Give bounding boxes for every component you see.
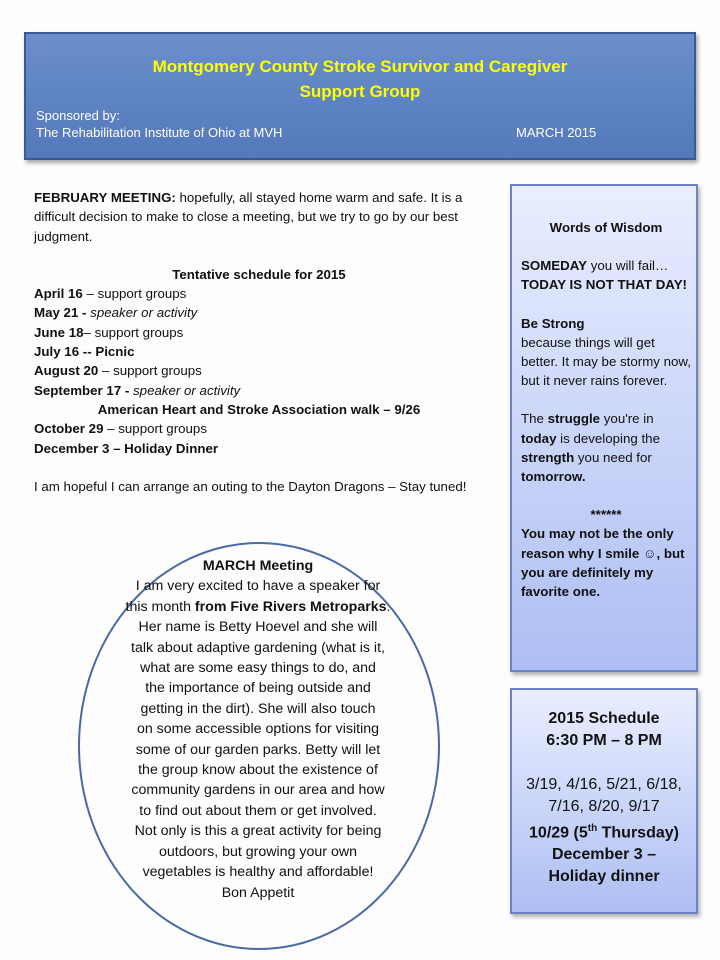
- schedule-box-content: [512, 708, 696, 888]
- be-strong-text: because things will get better. It may be stormy now, but it never rains forever.: [521, 334, 691, 389]
- schedule-item-date: September 17 -: [34, 382, 134, 398]
- schedule-item-sep: –: [103, 421, 119, 437]
- be-strong-quote: [521, 314, 691, 391]
- schedule-item: [34, 342, 484, 361]
- schedule-2015-box: [510, 688, 698, 914]
- wisdom-content: [521, 218, 691, 601]
- newsletter-header: [24, 32, 696, 160]
- february-meeting-label: FEBRUARY MEETING:: [34, 190, 176, 205]
- march-line: I am very excited to have a speaker for: [135, 578, 381, 595]
- tomorrow-bold: tomorrow.: [521, 469, 586, 485]
- march-line: getting in the dirt). She will also touch: [140, 700, 376, 717]
- struggle-bold: struggle: [547, 411, 601, 427]
- struggle-quote: [521, 409, 691, 486]
- metroparks-period: .: [386, 598, 391, 615]
- newsletter-title: [26, 54, 694, 104]
- schedule-item: [34, 381, 484, 400]
- march-line-speaker: [88, 597, 428, 617]
- struggle-part: you're in: [600, 411, 654, 427]
- schedule-box-special: [512, 818, 696, 844]
- schedule-item-text: support groups: [113, 363, 202, 379]
- someday-bold: SOMEDAY: [521, 258, 588, 274]
- schedule-item-date: May 21 -: [34, 305, 91, 321]
- schedule-title: Tentative schedule for 2015: [172, 266, 346, 282]
- schedule-box-holiday-1: December 3 –: [551, 846, 657, 864]
- march-line: Her name is Betty Hoevel and she will: [138, 619, 378, 636]
- march-line: some of our garden parks. Betty will let: [135, 741, 381, 758]
- wisdom-title: Words of Wisdom: [549, 220, 663, 235]
- title-line-2: Support Group: [299, 82, 421, 101]
- smile-text-end: , but you are definitely my favorite one.: [521, 545, 685, 600]
- february-meeting-paragraph: [34, 188, 484, 246]
- smile-quote: [521, 524, 691, 601]
- schedule-item-text: speaker or activity: [90, 305, 198, 321]
- stars-divider: ******: [590, 507, 622, 523]
- smile-text: You may not be the only reason why I smile: [521, 526, 674, 561]
- schedule-item-date: June 18: [34, 324, 84, 340]
- today-word-bold: today: [521, 430, 557, 446]
- schedule-item-sep: –: [82, 286, 98, 302]
- march-line: Not only is this a great activity for being: [134, 823, 382, 840]
- special-post: Thursday): [597, 824, 679, 842]
- dayton-dragons-note: I am hopeful I can arrange an outing to the Dayton Dragons – Stay tuned!: [34, 478, 467, 494]
- struggle-part: The: [521, 411, 548, 427]
- schedule-list: [34, 284, 484, 400]
- main-column: [34, 188, 484, 496]
- be-strong-bold: Be Strong: [521, 315, 585, 331]
- heart-walk-line: American Heart and Stroke Association walk – 9/26: [97, 401, 421, 417]
- struggle-part: you need for: [574, 449, 652, 465]
- today-bold: TODAY IS NOT THAT DAY!: [521, 277, 687, 293]
- march-line: community gardens in our area and how: [131, 782, 385, 799]
- march-line: Bon Appetit: [221, 884, 295, 901]
- march-line: outdoors, but growing your own: [159, 843, 357, 860]
- march-line: what are some easy things to do, and: [140, 660, 376, 677]
- schedule-item-sep: –: [83, 324, 95, 340]
- schedule-item: [34, 284, 484, 303]
- title-line-1: Montgomery County Stroke Survivor and Caregiver: [152, 57, 568, 76]
- schedule-item: [34, 323, 484, 342]
- february-meeting-text: hopefully, all stayed home warm and safe. It is a difficult decision to make to close a meeting, but we try to go by our best judgment.: [34, 190, 463, 244]
- schedule-box-dates: 3/19, 4/16, 5/21, 6/18, 7/16, 8/20, 9/17: [526, 776, 682, 815]
- schedule-item-date: December 3 – Holiday Dinner: [34, 440, 219, 456]
- schedule-list-continued: [34, 419, 484, 458]
- special-pre: 10/29 (5: [529, 824, 588, 842]
- schedule-item-text: support groups: [97, 286, 187, 302]
- march-meeting-text: [88, 556, 428, 903]
- schedule-item-text: support groups: [94, 324, 184, 340]
- issue-month: MARCH 2015: [516, 125, 597, 140]
- someday-text: you will fail…: [587, 258, 669, 274]
- schedule-box-holiday-2: Holiday dinner: [548, 868, 660, 886]
- schedule-box-time: 6:30 PM – 8 PM: [546, 732, 662, 749]
- special-sup: th: [587, 823, 598, 834]
- schedule-item-date: July 16 -- Picnic: [34, 344, 135, 360]
- schedule-item-date: August 20: [34, 363, 99, 379]
- words-of-wisdom-box: [510, 184, 698, 672]
- schedule-item: [34, 361, 484, 380]
- metroparks-bold: from Five Rivers Metroparks: [194, 598, 387, 615]
- march-meeting-title: MARCH Meeting: [202, 558, 314, 574]
- schedule-item: [34, 419, 484, 438]
- schedule-box-title: 2015 Schedule: [548, 710, 660, 727]
- strength-bold: strength: [521, 449, 575, 465]
- schedule-item-date: October 29: [34, 421, 104, 437]
- march-line: vegetables is healthy and affordable!: [142, 864, 374, 881]
- sponsor-institute: The Rehabilitation Institute of Ohio at MVH: [36, 125, 283, 140]
- schedule-item-text: support groups: [118, 421, 207, 437]
- someday-quote: [521, 256, 691, 294]
- march-line: the group know about the existence of: [138, 762, 378, 779]
- schedule-item-text: speaker or activity: [133, 382, 241, 398]
- smiley-icon: ☺: [642, 545, 657, 561]
- schedule-item-date: April 16: [34, 286, 83, 302]
- sponsored-label: Sponsored by:: [36, 108, 120, 123]
- march-line: to find out about them or get involved.: [139, 802, 377, 819]
- schedule-item: [34, 439, 484, 458]
- schedule-item: [34, 303, 484, 322]
- march-line: talk about adaptive gardening (what is it,: [131, 639, 385, 656]
- march-line-start: this month: [125, 598, 195, 615]
- schedule-item-sep: –: [98, 363, 114, 379]
- struggle-part: is developing the: [556, 430, 660, 446]
- march-line: on some accessible options for visiting: [136, 721, 380, 738]
- march-line: the importance of being outside and: [145, 680, 371, 697]
